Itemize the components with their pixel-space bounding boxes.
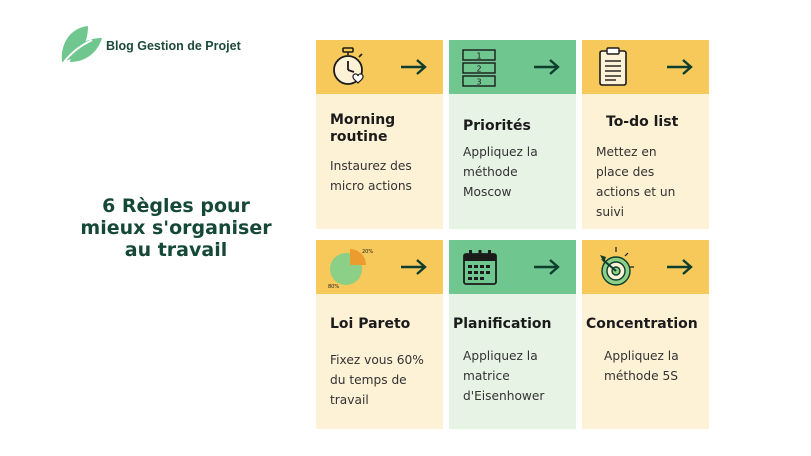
card-text-line-1: Appliquez la bbox=[463, 349, 538, 363]
card-text bbox=[330, 350, 424, 410]
pie-label-bottom: 80% bbox=[328, 284, 340, 290]
card-text-line-1: Instaurez des bbox=[330, 159, 412, 173]
rule-card-morning-routine bbox=[316, 40, 443, 229]
card-text bbox=[604, 346, 679, 386]
calendar-icon bbox=[459, 245, 503, 289]
card-title-line-1: Morning bbox=[330, 112, 396, 128]
pie-label-top: 20% bbox=[362, 249, 374, 255]
card-text-line-1: Appliquez la bbox=[604, 349, 679, 363]
card-header bbox=[582, 240, 709, 294]
rule-card-loi-pareto bbox=[316, 240, 443, 429]
brand-logo bbox=[58, 22, 248, 72]
card-text-line-2: du temps de bbox=[330, 373, 407, 387]
pie-chart-icon bbox=[326, 245, 374, 290]
card-text-line-3: actions et un bbox=[596, 185, 676, 199]
card-text-line-2: place des bbox=[596, 165, 655, 179]
card-text-line-1: Mettez en bbox=[596, 145, 657, 159]
list-number-2: 2 bbox=[476, 64, 482, 74]
card-text-line-3: travail bbox=[330, 393, 369, 407]
card-body bbox=[582, 294, 709, 429]
card-title-line-2: routine bbox=[330, 129, 388, 145]
arrow-right-icon bbox=[399, 257, 429, 277]
arrow-right-icon bbox=[399, 57, 429, 77]
card-body bbox=[316, 294, 443, 429]
arrow-right-icon bbox=[665, 57, 695, 77]
card-text-line-1: Appliquez la bbox=[463, 145, 538, 159]
title-line-1: 6 Règles pour bbox=[102, 195, 250, 217]
arrow-right-icon bbox=[665, 257, 695, 277]
card-body bbox=[582, 94, 709, 229]
card-title bbox=[330, 112, 395, 146]
arrow-right-icon bbox=[532, 257, 562, 277]
card-body bbox=[316, 94, 443, 229]
rule-card-concentration bbox=[582, 240, 709, 429]
card-text-line-2: micro actions bbox=[330, 179, 412, 193]
card-text-line-2: méthode 5S bbox=[604, 369, 678, 383]
card-text-line-2: méthode bbox=[463, 165, 518, 179]
card-text-line-3: d'Eisenhower bbox=[463, 389, 545, 403]
rule-card-planification bbox=[449, 240, 576, 429]
card-text bbox=[463, 142, 538, 202]
card-title: Concentration bbox=[586, 316, 698, 332]
stopwatch-icon bbox=[326, 45, 370, 89]
card-text-line-1: Fixez vous 60% bbox=[330, 353, 424, 367]
list-number-3: 3 bbox=[476, 77, 482, 87]
card-header bbox=[316, 240, 443, 294]
card-text bbox=[596, 142, 675, 222]
arrow-right-icon bbox=[532, 57, 562, 77]
card-header bbox=[449, 40, 576, 94]
card-text-line-3: Moscow bbox=[463, 185, 512, 199]
card-title: Planification bbox=[453, 316, 552, 332]
card-text-line-2: matrice bbox=[463, 369, 510, 383]
priority-list-icon bbox=[459, 45, 503, 89]
card-body bbox=[449, 294, 576, 429]
card-header bbox=[449, 240, 576, 294]
list-number-1: 1 bbox=[476, 51, 482, 61]
rule-card-priorites bbox=[449, 40, 576, 229]
card-header bbox=[316, 40, 443, 94]
main-title bbox=[60, 195, 292, 261]
card-text bbox=[330, 156, 412, 196]
rule-card-todo-list bbox=[582, 40, 709, 229]
title-line-2: mieux s'organiser bbox=[80, 217, 272, 239]
card-text bbox=[463, 346, 544, 406]
brand-name: Blog Gestion de Projet bbox=[106, 39, 241, 53]
target-icon bbox=[592, 245, 636, 289]
clipboard-icon bbox=[592, 45, 636, 89]
card-title: Loi Pareto bbox=[330, 316, 411, 332]
card-header bbox=[582, 40, 709, 94]
card-title: Priorités bbox=[463, 118, 531, 134]
title-line-3: au travail bbox=[124, 239, 228, 261]
card-title: To-do list bbox=[606, 114, 679, 130]
leaf-logo-icon bbox=[58, 22, 104, 68]
card-text-line-4: suivi bbox=[596, 205, 625, 219]
card-body bbox=[449, 94, 576, 229]
